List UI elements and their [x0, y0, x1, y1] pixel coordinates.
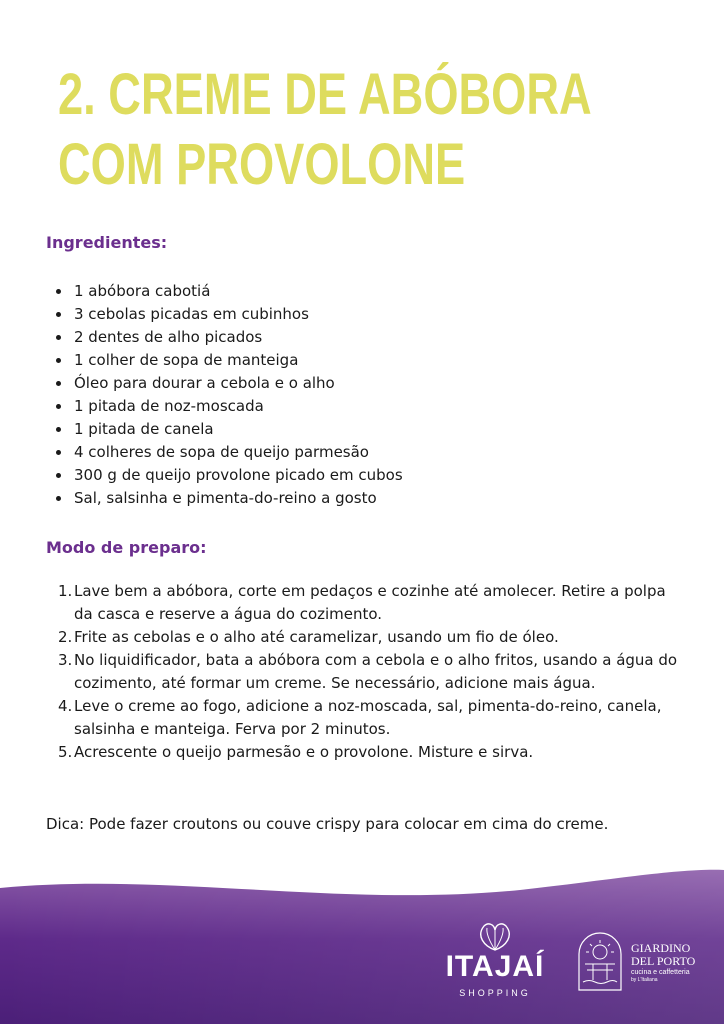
shell-icon	[440, 920, 550, 954]
ingredients-list	[50, 280, 403, 510]
step-text: Lave bem a abóbora, corte em pedaços e cozinhe até amolecer. Retire a polpa da casca e reserve a água do cozimento.	[74, 582, 666, 623]
giardino-del-porto-logo	[575, 928, 715, 998]
step-text: Acrescente o queijo parmesão e o provolone. Misture e sirva.	[74, 743, 534, 761]
recipe-title	[58, 60, 592, 200]
itajai-wordmark: ITAJAÍ	[445, 950, 545, 983]
recipe-title-line-1: 2. CREME DE ABÓBORA	[58, 62, 592, 127]
giardino-byline: by L'Italiana	[631, 977, 658, 983]
step-text: Leve o creme ao fogo, adicione a noz-moscada, sal, pimenta-do-reino, canela, salsinha e manteiga. Ferva por 2 minutos.	[74, 697, 662, 738]
step-number: 3.	[58, 651, 73, 669]
list-item: Óleo para dourar a cebola e o alho	[50, 372, 403, 395]
step-item	[58, 649, 688, 695]
step-text: Frite as cebolas e o alho até caramelizar, usando um fio de óleo.	[74, 628, 559, 646]
harbor-emblem-icon	[575, 928, 625, 994]
list-item: 300 g de queijo provolone picado em cubos	[50, 464, 403, 487]
list-item: 3 cebolas picadas em cubinhos	[50, 303, 403, 326]
list-item: 4 colheres de sopa de queijo parmesão	[50, 441, 403, 464]
step-item	[58, 741, 688, 764]
list-item: 1 colher de sopa de manteiga	[50, 349, 403, 372]
itajai-subtitle: SHOPPING	[459, 988, 531, 998]
step-item	[58, 695, 688, 741]
step-item	[58, 626, 688, 649]
preparation-heading: Modo de preparo:	[46, 538, 207, 557]
recipe-title-line-2: COM PROVOLONE	[58, 132, 466, 197]
recipe-tip: Dica: Pode fazer croutons ou couve crispy para colocar em cima do creme.	[46, 815, 609, 833]
list-item: 1 pitada de noz-moscada	[50, 395, 403, 418]
step-text: No liquidificador, bata a abóbora com a cebola e o alho fritos, usando a água do cozimento, até formar um creme. Se necessário, adicione mais água.	[74, 651, 678, 692]
giardino-name-line-1: GIARDINO	[631, 941, 691, 955]
giardino-name-line-2: DEL PORTO	[631, 954, 696, 968]
itajai-shopping-logo	[440, 920, 550, 1010]
list-item: 2 dentes de alho picados	[50, 326, 403, 349]
step-number: 4.	[58, 697, 73, 715]
step-number: 2.	[58, 628, 73, 646]
step-number: 1.	[58, 582, 73, 600]
giardino-text-block	[631, 942, 695, 984]
step-number: 5.	[58, 743, 73, 761]
giardino-subtitle: cucina e caffetteria	[631, 969, 690, 976]
list-item: 1 abóbora cabotiá	[50, 280, 403, 303]
list-item: 1 pitada de canela	[50, 418, 403, 441]
ingredients-heading: Ingredientes:	[46, 233, 168, 252]
preparation-steps	[58, 580, 688, 764]
step-item	[58, 580, 688, 626]
list-item: Sal, salsinha e pimenta-do-reino a gosto	[50, 487, 403, 510]
